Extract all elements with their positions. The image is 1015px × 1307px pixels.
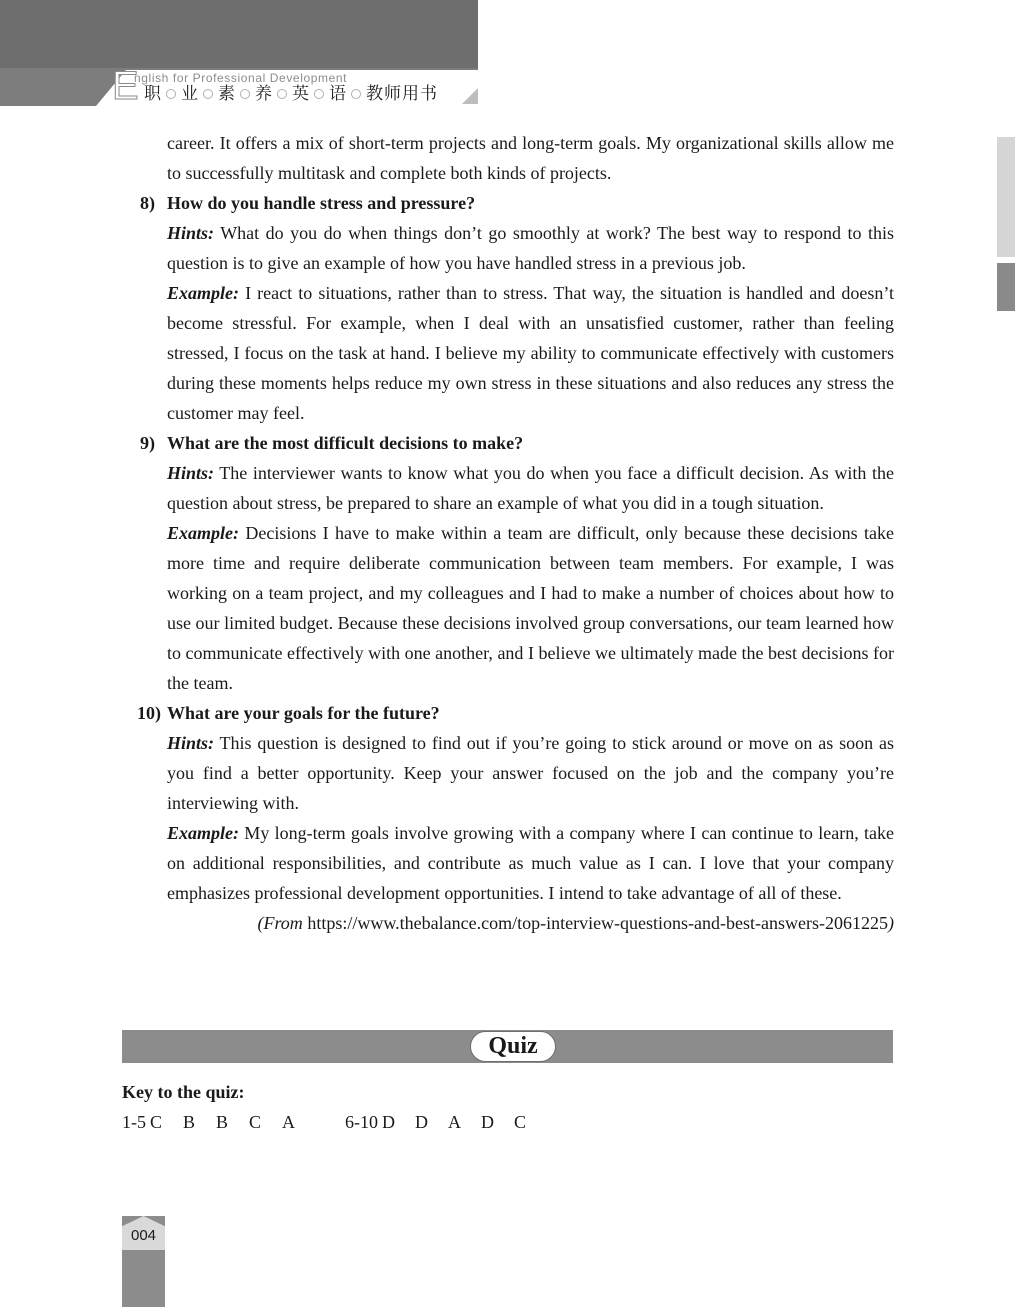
example-paragraph [140, 518, 894, 698]
hints-paragraph [140, 218, 894, 278]
answer-group-2 [345, 1112, 547, 1133]
header-char: 素 [218, 84, 235, 104]
source-citation [140, 908, 894, 938]
source-prefix: (From [257, 913, 303, 933]
hints-label: Hints: [167, 733, 215, 753]
header-dot-icon [314, 89, 324, 99]
answer-item: D [382, 1112, 395, 1132]
question-text: How do you handle stress and pressure? [167, 193, 476, 213]
answer-item: A [282, 1112, 295, 1132]
answer-range: 6-10 [345, 1112, 378, 1132]
example-text: Decisions I have to make within a team are difficult, only because these decisions take more time and require deliberate communication between team members. For example, I was working on a team project, and my colleagues and I had to make a number of choices about how to use our limited budget. Because these decisions involved group conversations, our team learned how to communicate effectively with one another, and I believe we ultimately made the best decisions for the team. [167, 523, 894, 693]
header-dot-icon [203, 89, 213, 99]
answer-group-1 [122, 1112, 315, 1133]
side-thumb-tab-light [997, 137, 1015, 257]
hints-text: This question is designed to find out if you’re going to stick around or move on as soon as you find a better opportunity. Keep your answer focused on the job and the company you’re interviewing with. [167, 733, 894, 813]
source-suffix: ) [888, 913, 894, 933]
header-dot-icon [277, 89, 287, 99]
answer-item: C [249, 1112, 262, 1132]
source-url: https://www.thebalance.com/top-interview-questions-and-best-answers-2061225 [302, 913, 888, 933]
quiz-title: Quiz [470, 1031, 556, 1062]
answer-item: D [481, 1112, 494, 1132]
header-char: 业 [181, 84, 198, 104]
header-dot-icon [240, 89, 250, 99]
answer-item: C [150, 1112, 163, 1132]
lead-paragraph: career. It offers a mix of short-term projects and long-term goals. My organizational skills allow me to successfully multitask and complete both kinds of projects. [167, 133, 894, 183]
header-dark-strip [0, 0, 478, 68]
question-heading [137, 698, 894, 728]
header-chinese-title [144, 84, 438, 104]
answer-item: B [216, 1112, 229, 1132]
header-corner-triangle [462, 88, 478, 104]
main-content [137, 128, 894, 938]
side-thumb-tab-dark [997, 263, 1015, 311]
answer-range: 1-5 [122, 1112, 146, 1132]
hints-text: What do you do when things don’t go smoothly at work? The best way to respond to this question is to give an example of how you have handled stress in a previous job. [167, 223, 894, 273]
example-label: Example: [167, 823, 239, 843]
hints-paragraph [140, 458, 894, 518]
example-text: My long-term goals involve growing with a company where I can continue to learn, take on additional responsibilities, and contribute as much value as I can. I love that your company emphasizes professional development opportunities. I intend to take advantage of all of these. [167, 823, 894, 903]
answer-item: D [415, 1112, 428, 1132]
answer-item: B [183, 1112, 196, 1132]
header-char: 养 [255, 84, 272, 104]
answer-item: A [448, 1112, 461, 1132]
header-chinese-tail: 教师用书 [366, 84, 438, 104]
quiz-key-answers [122, 1112, 547, 1133]
example-label: Example: [167, 283, 239, 303]
hints-paragraph [140, 728, 894, 818]
header-char: 职 [144, 84, 161, 104]
header-char: 语 [329, 84, 346, 104]
header-dot-icon [351, 89, 361, 99]
question-number: 9) [140, 433, 155, 453]
question-text: What are the most difficult decisions to make? [167, 433, 524, 453]
hints-label: Hints: [167, 223, 215, 243]
question-number: 8) [140, 193, 155, 213]
quiz-key-title: Key to the quiz: [122, 1082, 245, 1102]
question-heading [140, 188, 894, 218]
question-heading [140, 428, 894, 458]
hints-text: The interviewer wants to know what you do when you face a difficult decision. As with the question about stress, be prepared to share an example of what you did in a tough situation. [167, 463, 894, 513]
question-number: 10) [137, 703, 161, 723]
example-paragraph [140, 278, 894, 428]
example-paragraph [140, 818, 894, 908]
hints-label: Hints: [167, 463, 215, 483]
header-initial-letter: E [112, 64, 139, 108]
header-char: 英 [292, 84, 309, 104]
header-dot-icon [166, 89, 176, 99]
question-text: What are your goals for the future? [167, 703, 440, 723]
example-label: Example: [167, 523, 239, 543]
answer-item: C [514, 1112, 527, 1132]
header-english-title: nglish for Professional Development [134, 71, 348, 85]
page-number: 004 [130, 1227, 157, 1244]
example-text: I react to situations, rather than to stress. That way, the situation is handled and doesn’t become stressful. For example, when I deal with an unsatisfied customer, rather than feeling stressed, I focus on the task at hand. I believe my ability to communicate effectively with customers during these moments helps reduce my own stress in these situations and also reduces any stress the customer may feel. [167, 283, 894, 423]
